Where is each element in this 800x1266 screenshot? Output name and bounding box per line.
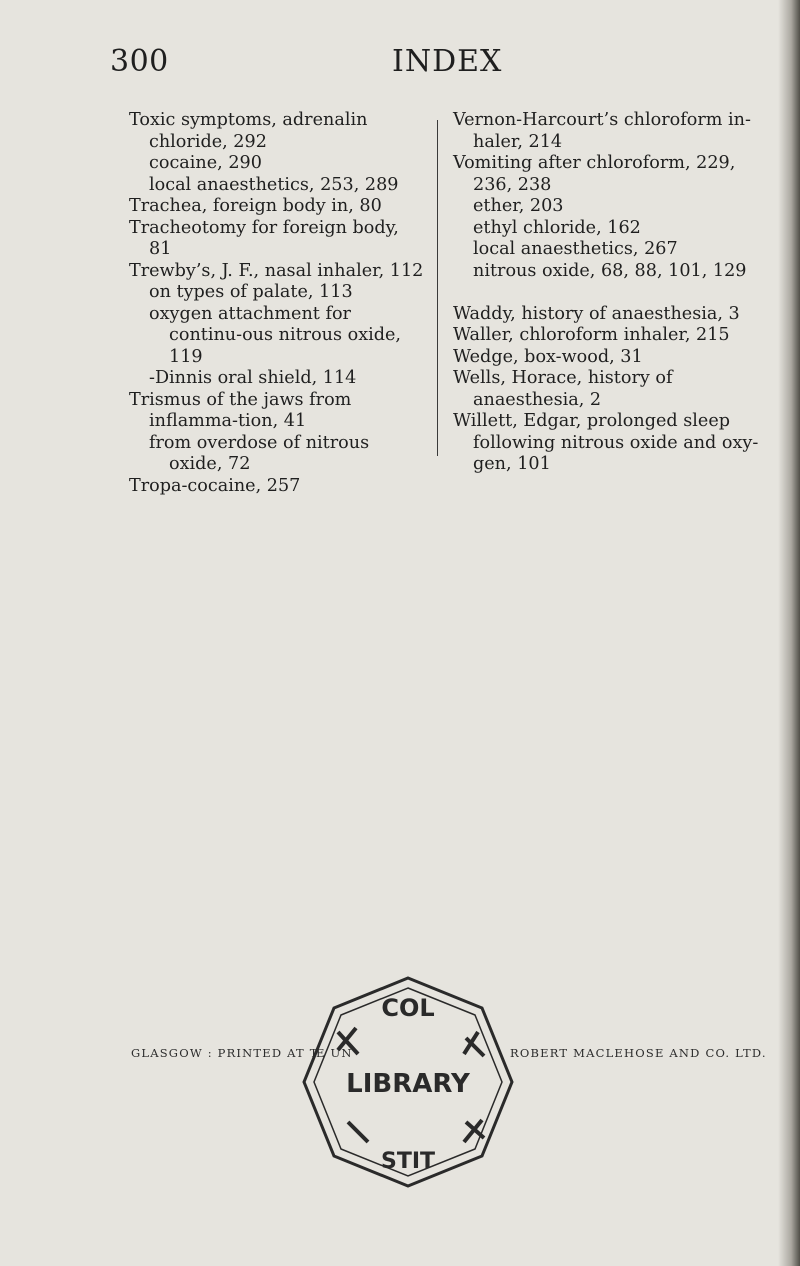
index-subentry: ethyl chloride, 162	[473, 217, 641, 238]
index-subentry: oxygen attachment for continu-ous nitrous oxide, 119	[149, 303, 402, 367]
index-subentry: local anaesthetics, 253, 289	[149, 174, 399, 195]
index-entry: Tropa-cocaine, 257	[129, 475, 301, 496]
index-entry: Willett, Edgar, prolonged sleep following nitrous oxide and oxy-gen, 101	[453, 411, 759, 474]
index-subentry: local anaesthetics, 267	[473, 239, 678, 259]
index-entry: Wedge, box-wood, 31	[453, 346, 643, 367]
index-entry: Vomiting after chloroform, 229, 236, 238	[453, 153, 736, 195]
index-entry: Waller, chloroform inhaler, 215	[453, 325, 730, 345]
index-subentry: -Dinnis oral shield, 114	[149, 368, 357, 388]
index-subentry: ether, 203	[473, 196, 564, 216]
index-entry: Toxic symptoms, adrenalin chloride, 292	[129, 110, 368, 152]
imprint-left: GLASGOW : PRINTED AT T	[131, 1046, 319, 1060]
index-subentry: on types of palate, 113	[149, 282, 353, 302]
index-entry: Wells, Horace, history of anaesthesia, 2	[453, 368, 673, 410]
imprint-mid: E UN	[316, 1046, 353, 1060]
stamp-center-text: LIBRARY	[346, 1069, 470, 1099]
page-number: 300	[110, 44, 169, 79]
index-entry: Trewby’s, J. F., nasal inhaler, 112	[129, 260, 424, 281]
index-subentry: nitrous oxide, 68, 88, 101, 129	[473, 260, 747, 281]
column-divider	[437, 120, 438, 456]
index-entry: Tracheotomy for foreign body, 81	[129, 217, 399, 259]
index-subentry: cocaine, 290	[149, 153, 262, 173]
library-stamp-icon	[298, 972, 518, 1192]
index-entry: Waddy, history of anaesthesia, 3	[453, 303, 740, 324]
stamp-bottom-text: STIT	[380, 1149, 436, 1174]
index-entry: Vernon-Harcourt’s chloroform in-haler, 214	[453, 110, 751, 152]
index-entry: Trismus of the jaws from inflamma-tion, 41	[129, 389, 352, 431]
index-column-left	[129, 110, 425, 497]
page-header	[0, 44, 800, 94]
index-spacer	[453, 282, 763, 304]
running-head: INDEX	[392, 44, 503, 79]
stamp-top-text: COL	[381, 994, 435, 1022]
index-column-right	[453, 110, 763, 476]
index-entry: Trachea, foreign body in, 80	[129, 196, 382, 216]
index-subentry: from overdose of nitrous oxide, 72	[149, 432, 370, 474]
imprint-right: ROBERT MACLEHOSE AND CO. LTD.	[510, 1046, 767, 1060]
